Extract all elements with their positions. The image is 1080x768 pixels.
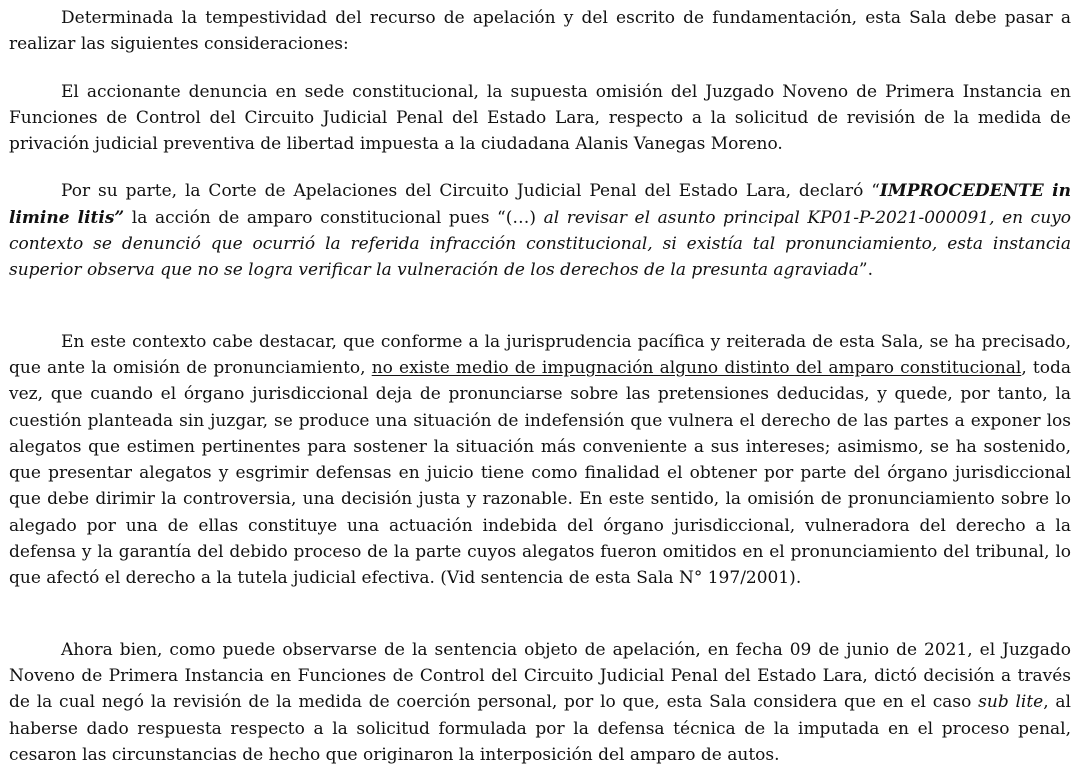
paragraph-5-lead: Ahora bien, como puede observarse de la sentencia objeto de apelación, en fecha 09 de junio de 2021, el Juzgado Noveno de Primera Instancia en Funciones de Control del Circuito Judicial Penal del Estado Lara, dictó decisión a través de la cual negó la revisión de la medida de coerción personal, por lo que, esta Sala considera que en el caso [9,639,1071,713]
paragraph-4 [9,329,1071,592]
paragraph-4-lead: En este contexto cabe destacar, que conforme a la jurisprudencia pacífica y reiterada de esta Sala, se ha precisado, que ante la omisión de pronunciamiento, [9,331,1071,378]
quoted-ruling: al revisar el asunto principal KP01-P-2021-000091, en cuyo contexto se denunció que ocurrió la referida infracción constitucional, si existía tal pronunciamiento, esta instancia superior observa que no se logra verificar la vulneración de los derechos de la presunta agraviada [9,207,1071,281]
paragraph-1 [9,5,1071,58]
latin-term: sub lite [978,692,1044,713]
paragraph-4-rest: , toda vez, que cuando el órgano jurisdiccional deja de pronunciarse sobre las pretensiones deducidas, y quede, por tanto, la cuestión planteada sin juzgar, se produce una situación de indefensión que vulnera el derecho de las partes a exponer los alegatos que estimen pertinentes para sostener la situación más conveniente a sus intereses; asimismo, se ha sostenido, que presentar alegatos y esgrimir defensas en juicio tiene como finalidad el obtener por parte del órgano jurisdiccional que debe dirimir la controversia, una decisión justa y razonable. En este sentido, la omisión de pronunciamiento sobre lo alegado por una de ellas constituye una actuación indebida del órgano jurisdiccional, vulneradora del derecho a la defensa y la garantía del debido proceso de la parte cuyos alegatos fueron omitidos en el pronunciamiento del tribunal, lo que afectó el derecho a la tutela judicial efectiva. (Vid sentencia de esta Sala N° 197/2001). [9,357,1071,589]
paragraph-5-rest: , al haberse dado respuesta respecto a la solicitud formulada por la defensa técnica de la imputada en el proceso penal, cesaron las circunstancias de hecho que originaron la interposición del amparo de autos. [9,692,1071,765]
paragraph-3 [9,178,1071,283]
ruling-emphasis: IMPROCEDENTE in limine litis” [9,181,1071,228]
paragraph-3-middle: la acción de amparo constitucional pues “(…) [124,207,544,228]
paragraph-3-end: ”. [858,260,874,281]
paragraph-5 [9,637,1071,768]
paragraph-3-lead: Por su parte, la Corte de Apelaciones del Circuito Judicial Penal del Estado Lara, declaró “ [61,181,880,202]
underlined-holding: no existe medio de impugnación alguno distinto del amparo constitucional [371,357,1022,378]
paragraph-2-text: El accionante denuncia en sede constitucional, la supuesta omisión del Juzgado Noveno de Primera Instancia en Funciones de Control del Circuito Judicial Penal del Estado Lara, respecto a la solicitud de revisión de la medida de privación judicial preventiva de libertad impuesta a la ciudadana Alanis Vanegas Moreno. [9,81,1071,155]
paragraph-2 [9,79,1071,158]
paragraph-1-text: Determinada la tempestividad del recurso de apelación y del escrito de fundamentación, esta Sala debe pasar a realizar las siguientes consideraciones: [9,8,1071,55]
